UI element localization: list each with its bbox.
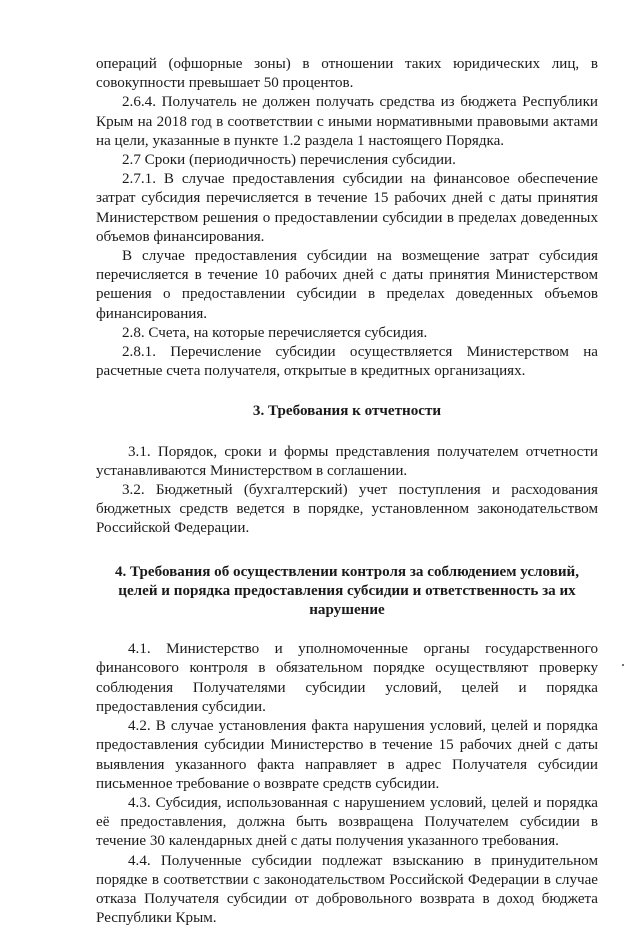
paragraph-2-8-1: 2.8.1. Перечисление субсидии осуществляется Министерством на расчетные счета получателя, открытые в кредитных организациях. bbox=[96, 344, 598, 380]
paragraph-4-2: 4.2. В случае установления факта нарушения условий, целей и порядка предоставления субсидии Министерство в течение 15 рабочих дней с даты выявления указанного факта направляет в адрес Получателя субсидии письменное требование о возврате средств субсидии. bbox=[96, 718, 598, 792]
section-4-heading: 4. Требования об осуществлении контроля за соблюдением условий, целей и порядка предоставления субсидии и ответственность за их нарушение bbox=[114, 563, 580, 619]
paragraph-2-6-4: 2.6.4. Получатель не должен получать средства из бюджета Республики Крым на 2018 год в соответствии с иными нормативными правовыми актами на цели, указанные в пункте 1.2 раздела 1 настоящего Порядка. bbox=[96, 94, 598, 149]
paragraph-2-7-1: 2.7.1. В случае предоставления субсидии на финансовое обеспечение затрат субсидия перечисляется в течение 15 рабочих дней с даты принятия Министерством решения о предоставлении субсидии в пределах доведенных объемов финансирования. bbox=[96, 171, 598, 245]
paragraph-2-7-1-compensation: В случае предоставления субсидии на возмещение затрат субсидия перечисляется в течение 10 рабочих дней с даты принятия Министерством решения о предоставлении субсидии в пределах доведенных объемов финансирования. bbox=[96, 248, 598, 322]
document-body bbox=[96, 55, 598, 928]
paragraph-4-4: 4.4. Полученные субсидии подлежат взысканию в принудительном порядке в соответствии с законодательством Российской Федерации в случае отказа Получателя субсидии от добровольного возврата в доход бюджета Республики Крым. bbox=[96, 852, 598, 927]
paragraph-2-8: 2.8. Счета, на которые перечисляется субсидия. bbox=[122, 324, 428, 341]
scan-speck bbox=[622, 664, 624, 666]
paragraph-4-1: 4.1. Министерство и уполномоченные органы государственного финансового контроля в обязательном порядке осуществляют проверку соблюдения Получателями субсидии условий, целей и порядка предоставления субсидии. bbox=[96, 641, 598, 715]
paragraph-4-3: 4.3. Субсидия, использованная с нарушением условий, целей и порядка её предоставления, должна быть возвращена Получателем субсидии в течение 30 календарных дней с даты получения указанного требования. bbox=[96, 794, 598, 850]
paragraph-continued: операций (офшорные зоны) в отношении таких юридических лиц, в совокупности превышает 50 процентов. bbox=[96, 56, 598, 92]
paragraph-3-2: 3.2. Бюджетный (бухгалтерский) учет поступления и расходования бюджетных средств ведется в порядке, установленном законодательством Российской Федерации. bbox=[96, 482, 598, 537]
section-3-heading: 3. Требования к отчетности bbox=[252, 403, 442, 420]
paragraph-2-7: 2.7 Сроки (периодичность) перечисления субсидии. bbox=[122, 152, 456, 169]
paragraph-3-1: 3.1. Порядок, сроки и формы представления получателем отчетности устанавливаются Министерством в соглашении. bbox=[96, 443, 598, 479]
